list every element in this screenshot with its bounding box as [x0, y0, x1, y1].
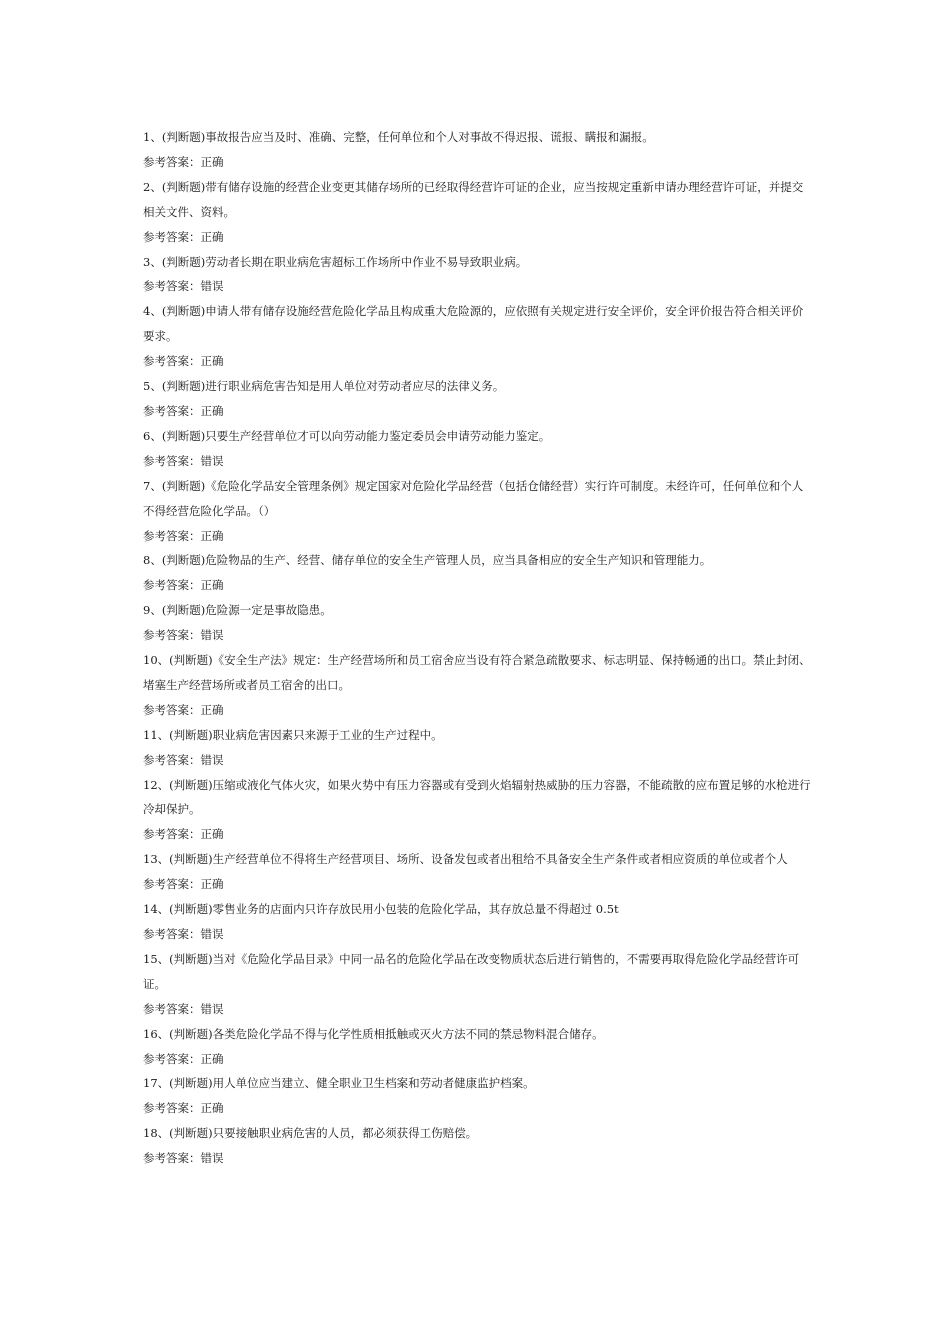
answer-line: [143, 524, 813, 549]
answer-value: 正确: [200, 827, 224, 842]
answer-line: [143, 349, 813, 374]
answer-line: [143, 698, 813, 723]
answer-value: 正确: [200, 702, 224, 717]
list-item: [143, 299, 813, 374]
answer-prefix: 参考答案：: [143, 1101, 201, 1116]
answer-value: 错误: [200, 453, 224, 468]
answer-prefix: 参考答案：: [143, 752, 201, 767]
answer-prefix: 参考答案：: [143, 1051, 201, 1066]
list-item: [143, 374, 813, 424]
answer-value: 正确: [200, 1101, 224, 1116]
answer-line: [143, 748, 813, 773]
answer-line: [143, 623, 813, 648]
answer-line: [143, 573, 813, 598]
list-item: [143, 474, 813, 549]
list-item: [143, 1071, 813, 1121]
answer-line: [143, 399, 813, 424]
question-text: 14、(判断题)零售业务的店面内只许存放民用小包装的危险化学品，其存放总量不得超过 0.5t: [143, 902, 619, 917]
list-item: [143, 847, 813, 897]
answer-line: [143, 1146, 813, 1171]
list-item: [143, 1022, 813, 1072]
question-text: 15、(判断题)当对《危险化学品目录》中同一品名的危险化学品在改变物质状态后进行销售的，不需要再取得危险化学品经营许可证。: [143, 951, 800, 991]
question-text: 10、(判断题)《安全生产法》规定：生产经营场所和员工宿舍应当设有符合紧急疏散要求、标志明显、保持畅通的出口。禁止封闭、堵塞生产经营场所或者员工宿舍的出口。: [143, 653, 811, 692]
answer-value: 错误: [200, 1001, 224, 1016]
question-text: 13、(判断题)生产经营单位不得将生产经营项目、场所、设备发包或者出租给不具备安全生产条件或者相应资质的单位或者个人: [143, 852, 788, 867]
answer-value: 正确: [200, 154, 224, 169]
question-text: 16、(判断题)各类危险化学品不得与化学性质相抵触或灭火方法不同的禁忌物料混合储存。: [143, 1026, 604, 1041]
answer-line: [143, 822, 813, 847]
answer-prefix: 参考答案：: [143, 628, 201, 643]
answer-value: 错误: [200, 752, 224, 767]
question-text: 17、(判断题)用人单位应当建立、健全职业卫生档案和劳动者健康监护档案。: [143, 1076, 535, 1091]
answer-line: [143, 274, 813, 299]
answer-value: 正确: [200, 403, 224, 418]
list-item: [143, 897, 813, 947]
answer-line: [143, 922, 813, 947]
answer-line: [143, 872, 813, 897]
list-item: [143, 250, 813, 300]
answer-value: 正确: [200, 578, 224, 593]
list-item: [143, 1121, 813, 1171]
list-item: [143, 125, 813, 175]
answer-prefix: 参考答案：: [143, 528, 201, 543]
answer-prefix: 参考答案：: [143, 702, 201, 717]
question-text: 9、(判断题)危险源一定是事故隐患。: [143, 603, 332, 618]
question-text: 6、(判断题)只要生产经营单位才可以向劳动能力鉴定委员会申请劳动能力鉴定。: [143, 428, 551, 443]
question-text: 18、(判断题)只要接触职业病危害的人员，都必须获得工伤赔偿。: [143, 1126, 478, 1141]
answer-value: 正确: [200, 528, 224, 543]
answer-prefix: 参考答案：: [143, 1001, 201, 1016]
answer-prefix: 参考答案：: [143, 453, 201, 468]
answer-prefix: 参考答案：: [143, 154, 201, 169]
answer-line: [143, 449, 813, 474]
answer-prefix: 参考答案：: [143, 927, 201, 941]
list-item: [143, 648, 813, 723]
list-item: [143, 548, 813, 598]
list-item: [143, 175, 813, 250]
answer-value: 错误: [200, 927, 224, 941]
answer-prefix: 参考答案：: [143, 827, 201, 842]
answer-prefix: 参考答案：: [143, 229, 201, 244]
list-item: [143, 773, 813, 848]
answer-value: 错误: [200, 1151, 224, 1166]
answer-line: [143, 150, 813, 175]
question-text: 11、(判断题)职业病危害因素只来源于工业的生产过程中。: [143, 727, 443, 742]
answer-prefix: 参考答案：: [143, 354, 201, 369]
answer-prefix: 参考答案：: [143, 578, 201, 593]
answer-prefix: 参考答案：: [143, 1151, 201, 1166]
question-text: 3、(判断题)劳动者长期在职业病危害超标工作场所中作业不易导致职业病。: [143, 254, 528, 269]
answer-value: 正确: [200, 229, 224, 244]
question-text: 7、(判断题)《危险化学品安全管理条例》规定国家对危险化学品经营（包括仓储经营）实行许可制度。未经许可，任何单位和个人不得经营危险化学品。（）: [143, 478, 804, 518]
list-item: [143, 598, 813, 648]
answer-line: [143, 997, 813, 1022]
answer-line: [143, 1096, 813, 1121]
answer-value: 错误: [200, 628, 224, 643]
answer-value: 正确: [200, 877, 224, 892]
answer-value: 正确: [200, 354, 224, 369]
question-text: 1、(判断题)事故报告应当及时、准确、完整，任何单位和个人对事故不得迟报、谎报、瞒报和漏报。: [143, 130, 654, 144]
question-text: 4、(判断题)申请人带有储存设施经营危险化学品且构成重大危险源的，应依照有关规定进行安全评价，安全评价报告符合相关评价要求。: [143, 304, 804, 344]
answer-prefix: 参考答案：: [143, 877, 201, 892]
answer-line: [143, 225, 813, 250]
answer-line: [143, 1047, 813, 1072]
question-text: 12、(判断题)压缩或液化气体火灾，如果火势中有压力容器或有受到火焰辐射热威胁的压力容器，不能疏散的应布置足够的水枪进行冷却保护。: [143, 777, 811, 817]
question-list: [143, 125, 813, 1171]
list-item: [143, 424, 813, 474]
answer-prefix: 参考答案：: [143, 279, 201, 294]
question-text: 2、(判断题)带有储存设施的经营企业变更其储存场所的已经取得经营许可证的企业，应当按规定重新申请办理经营许可证，并提交相关文件、资料。: [143, 179, 804, 219]
list-item: [143, 723, 813, 773]
answer-prefix: 参考答案：: [143, 403, 201, 418]
list-item: [143, 947, 813, 1022]
answer-value: 正确: [200, 1051, 224, 1066]
question-text: 5、(判断题)进行职业病危害告知是用人单位对劳动者应尽的法律义务。: [143, 379, 505, 394]
answer-value: 错误: [200, 279, 224, 294]
question-text: 8、(判断题)危险物品的生产、经营、储存单位的安全生产管理人员，应当具备相应的安全生产知识和管理能力。: [143, 553, 712, 568]
